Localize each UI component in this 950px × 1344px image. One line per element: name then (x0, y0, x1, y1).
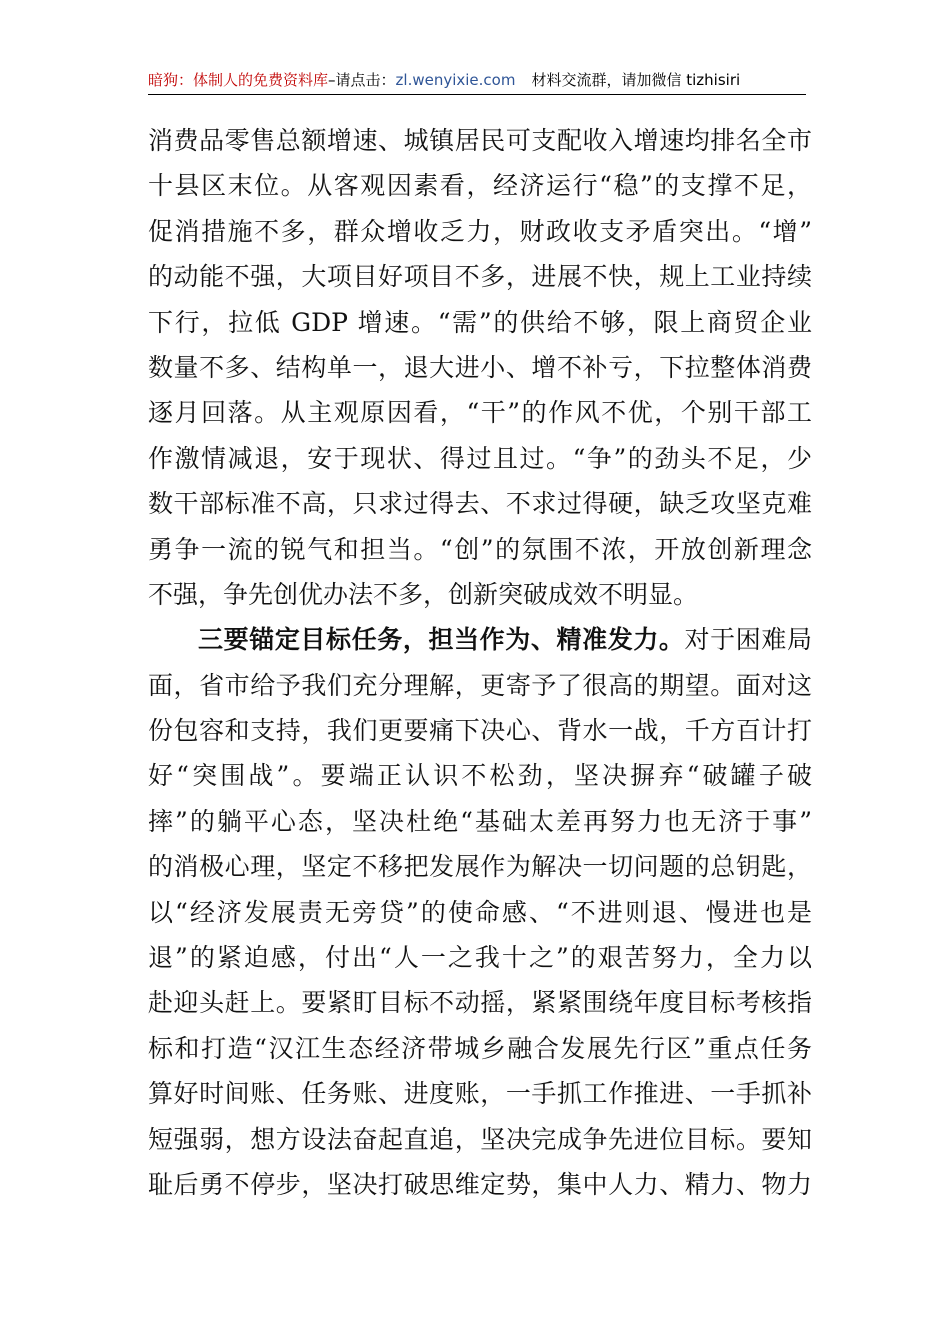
paragraph-line: 面，省市给予我们充分理解，更寄予了很高的期望。面对这 (148, 670, 812, 700)
paragraph-line: 的动能不强，大项目好项目不多，进展不快，规上工业持续 (148, 262, 812, 292)
header-contact: 材料交流群，请加微信 tizhisiri (531, 71, 741, 89)
paragraph-line: 以“经济发展责无旁贷”的使命感、“不进则退、慢进也是 (148, 897, 812, 927)
paragraph-line: 勇争一流的锐气和担当。“创”的氛围不浓，开放创新理念 (148, 534, 812, 564)
paragraph-line: 摔”的躺平心态，坚决杜绝“基础太差再努力也无济于事” (148, 806, 812, 836)
document-body (148, 118, 812, 1207)
page-header (148, 66, 806, 95)
paragraph-line: 逐月回落。从主观原因看，“干”的作风不优，个别干部工 (148, 398, 812, 428)
paragraph-line: 下行，拉低 GDP 增速。“需”的供给不够，限上商贸企业 (148, 307, 812, 337)
paragraph-2 (148, 617, 812, 1207)
paragraph-line: 不强，争先创优办法不多，创新突破成效不明显。 (148, 579, 699, 609)
paragraph-line: 算好时间账、任务账、进度账，一手抓工作推进、一手抓补 (148, 1079, 812, 1109)
paragraph-line: 数干部标准不高，只求过得去、不求过得硬，缺乏攻坚克难 (148, 489, 812, 519)
paragraph-line: 作激情减退，安于现状、得过且过。“争”的劲头不足，少 (148, 443, 812, 473)
heading-continuation: 对于困难局 (684, 625, 812, 655)
paragraph-line: 数量不多、结构单一，退大进小、增不补亏，下拉整体消费 (148, 352, 812, 382)
paragraph-line: 标和打造“汉江生态经济带城乡融合发展先行区”重点任务 (148, 1033, 812, 1063)
paragraph-line: 退”的紧迫感，付出“人一之我十之”的艰苦努力，全力以 (148, 943, 812, 973)
paragraph-line: 好“突围战”。要端正认识不松劲，坚决摒弃“破罐子破 (148, 761, 812, 791)
paragraph-line: 的消极心理，坚定不移把发展作为解决一切问题的总钥匙， (148, 852, 812, 882)
header-brand: 暗狗：体制人的免费资料库 (148, 71, 329, 89)
paragraph-line: 消费品零售总额增速、城镇居民可支配收入增速均排名全市 (148, 126, 812, 155)
paragraph-1 (148, 118, 812, 617)
paragraph-line: 赴迎头赶上。要紧盯目标不动摇，紧紧围绕年度目标考核指 (148, 988, 812, 1018)
header-site-link[interactable]: zl.wenyixie.com (395, 71, 516, 89)
paragraph-line: 份包容和支持，我们更要痛下决心、背水一战，千方百计打 (148, 716, 812, 746)
paragraph-line: 耻后勇不停步，坚决打破思维定势，集中人力、精力、物力 (148, 1169, 812, 1199)
paragraph-line: 促消措施不多，群众增收乏力，财政收支矛盾突出。“增” (148, 216, 812, 246)
header-cta: –请点击： (328, 71, 396, 89)
paragraph-first-line (148, 617, 812, 662)
paragraph-line: 短强弱，想方设法奋起直追，坚决完成争先进位目标。要知 (148, 1124, 812, 1154)
paragraph-line: 十县区末位。从客观因素看，经济运行“稳”的支撑不足， (148, 171, 812, 201)
section-heading: 三要锚定目标任务，担当作为、精准发力。 (198, 625, 685, 655)
